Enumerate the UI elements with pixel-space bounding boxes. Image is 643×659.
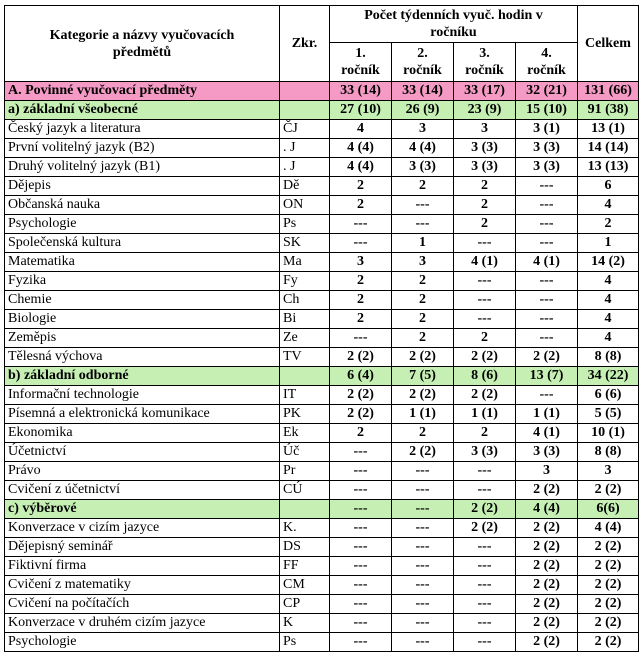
year-1-hours: 2 — [330, 196, 392, 215]
subject-abbr: CM — [280, 576, 330, 595]
total-hours: 2 (2) — [578, 557, 639, 576]
table-row — [5, 196, 639, 215]
total-hours: 4 — [578, 310, 639, 329]
year-1-hours: 27 (10) — [330, 101, 392, 120]
header-total: Celkem — [578, 6, 639, 82]
year-3-hours: 3 (3) — [454, 139, 516, 158]
year-2-hours: --- — [392, 633, 454, 652]
year-2-hours: --- — [392, 538, 454, 557]
subject-abbr: CÚ — [280, 481, 330, 500]
year-3-hours: 2 — [454, 215, 516, 234]
subsection-row — [5, 101, 639, 120]
year-3-hours: 2 (2) — [454, 348, 516, 367]
year-3-hours: --- — [454, 576, 516, 595]
year-3-hours: 2 — [454, 196, 516, 215]
table-row — [5, 519, 639, 538]
subject-name: Účetnictví — [5, 443, 280, 462]
subject-name: a) základní všeobecné — [5, 101, 280, 120]
subject-abbr: ON — [280, 196, 330, 215]
year-3-hours: 3 (3) — [454, 158, 516, 177]
year-4-hours: 2 (2) — [516, 595, 578, 614]
header-category: Kategorie a názvy vyučovacích předmětů — [5, 6, 280, 82]
subject-name: První volitelný jazyk (B2) — [5, 139, 280, 158]
year-3-hours: --- — [454, 291, 516, 310]
table-row — [5, 329, 639, 348]
total-hours: 13 (13) — [578, 158, 639, 177]
year-3-hours: 23 (9) — [454, 101, 516, 120]
header-year-4: 4. ročník — [516, 43, 578, 82]
year-3-hours: --- — [454, 557, 516, 576]
year-4-hours: 2 (2) — [516, 576, 578, 595]
subject-abbr: TV — [280, 348, 330, 367]
year-3-hours: --- — [454, 310, 516, 329]
total-hours: 4 — [578, 272, 639, 291]
subject-name: Dějepisný seminář — [5, 538, 280, 557]
year-2-hours: 2 — [392, 177, 454, 196]
subject-abbr — [280, 500, 330, 519]
year-2-hours: 4 (4) — [392, 139, 454, 158]
year-2-hours: 3 — [392, 120, 454, 139]
table-row — [5, 576, 639, 595]
subject-abbr: Ps — [280, 215, 330, 234]
subject-name: Konverzace v cizím jazyce — [5, 519, 280, 538]
year-3-hours: 4 (1) — [454, 253, 516, 272]
year-3-hours: --- — [454, 481, 516, 500]
subject-name: Právo — [5, 462, 280, 481]
year-4-hours: 32 (21) — [516, 82, 578, 101]
total-hours: 14 (14) — [578, 139, 639, 158]
year-2-hours: 2 (2) — [392, 443, 454, 462]
subject-abbr: K. — [280, 519, 330, 538]
subject-abbr: Ps — [280, 633, 330, 652]
total-hours: 2 (2) — [578, 614, 639, 633]
subject-abbr: SK — [280, 234, 330, 253]
subject-name: Společenská kultura — [5, 234, 280, 253]
table-row — [5, 538, 639, 557]
year-3-hours: 2 (2) — [454, 386, 516, 405]
subject-name: Druhý volitelný jazyk (B1) — [5, 158, 280, 177]
year-4-hours: --- — [516, 310, 578, 329]
table-row — [5, 234, 639, 253]
year-4-hours: --- — [516, 215, 578, 234]
subject-name: Chemie — [5, 291, 280, 310]
subject-abbr: Ek — [280, 424, 330, 443]
year-4-hours: --- — [516, 272, 578, 291]
year-4-hours: 3 (3) — [516, 158, 578, 177]
year-3-hours: --- — [454, 462, 516, 481]
subject-abbr: . J — [280, 158, 330, 177]
year-4-hours: 4 (1) — [516, 424, 578, 443]
year-3-hours: 3 — [454, 120, 516, 139]
subject-name: Zeměpis — [5, 329, 280, 348]
year-2-hours: 3 (3) — [392, 158, 454, 177]
year-1-hours: 2 — [330, 291, 392, 310]
subsection-row — [5, 367, 639, 386]
year-2-hours: --- — [392, 481, 454, 500]
year-1-hours: 4 — [330, 120, 392, 139]
year-2-hours: 2 — [392, 424, 454, 443]
total-hours: 4 (4) — [578, 519, 639, 538]
year-4-hours: 2 (2) — [516, 481, 578, 500]
subject-abbr — [280, 82, 330, 101]
subject-name: Cvičení z matematiky — [5, 576, 280, 595]
year-2-hours: 2 — [392, 310, 454, 329]
total-hours: 2 (2) — [578, 481, 639, 500]
year-1-hours: 33 (14) — [330, 82, 392, 101]
total-hours: 4 — [578, 291, 639, 310]
table-row — [5, 614, 639, 633]
total-hours: 13 (1) — [578, 120, 639, 139]
subject-name: Fiktivní firma — [5, 557, 280, 576]
table-row — [5, 443, 639, 462]
year-2-hours: 1 (1) — [392, 405, 454, 424]
year-3-hours: 2 — [454, 424, 516, 443]
table-row — [5, 424, 639, 443]
year-4-hours: --- — [516, 329, 578, 348]
year-1-hours: 2 — [330, 424, 392, 443]
subsection-row — [5, 500, 639, 519]
subject-name: Tělesná výchova — [5, 348, 280, 367]
year-2-hours: --- — [392, 462, 454, 481]
subject-abbr — [280, 101, 330, 120]
table-row — [5, 139, 639, 158]
year-1-hours: 2 — [330, 177, 392, 196]
table-row — [5, 177, 639, 196]
total-hours: 8 (8) — [578, 443, 639, 462]
year-1-hours: 6 (4) — [330, 367, 392, 386]
year-1-hours: --- — [330, 443, 392, 462]
subject-name: Biologie — [5, 310, 280, 329]
year-2-hours: 26 (9) — [392, 101, 454, 120]
subject-abbr — [280, 367, 330, 386]
subject-abbr: ČJ — [280, 120, 330, 139]
subject-abbr: Bi — [280, 310, 330, 329]
table-row — [5, 158, 639, 177]
year-4-hours: 1 (1) — [516, 405, 578, 424]
year-3-hours: 8 (6) — [454, 367, 516, 386]
subject-name: Občanská nauka — [5, 196, 280, 215]
total-hours: 91 (38) — [578, 101, 639, 120]
table-row — [5, 405, 639, 424]
header-weekly-hours: Počet týdenních vyuč. hodin v ročníku — [330, 6, 578, 43]
year-1-hours: 2 (2) — [330, 348, 392, 367]
year-3-hours: --- — [454, 633, 516, 652]
year-4-hours: 2 (2) — [516, 557, 578, 576]
total-hours: 2 — [578, 215, 639, 234]
table-row — [5, 348, 639, 367]
subject-name: Fyzika — [5, 272, 280, 291]
total-hours: 2 (2) — [578, 633, 639, 652]
year-2-hours: --- — [392, 500, 454, 519]
table-row — [5, 557, 639, 576]
year-2-hours: 7 (5) — [392, 367, 454, 386]
total-hours: 4 — [578, 329, 639, 348]
year-4-hours: 4 (1) — [516, 253, 578, 272]
year-1-hours: 2 (2) — [330, 405, 392, 424]
header-abbr: Zkr. — [280, 6, 330, 82]
subject-abbr: Ma — [280, 253, 330, 272]
year-4-hours: 3 (1) — [516, 120, 578, 139]
subject-name: Matematika — [5, 253, 280, 272]
year-3-hours: 1 (1) — [454, 405, 516, 424]
subject-name: Informační technologie — [5, 386, 280, 405]
year-3-hours: 2 — [454, 329, 516, 348]
year-2-hours: 2 (2) — [392, 348, 454, 367]
section-row — [5, 82, 639, 101]
year-4-hours: 13 (7) — [516, 367, 578, 386]
total-hours: 2 (2) — [578, 538, 639, 557]
total-hours: 3 — [578, 462, 639, 481]
year-1-hours: --- — [330, 462, 392, 481]
year-4-hours: 3 (3) — [516, 139, 578, 158]
year-2-hours: --- — [392, 196, 454, 215]
table-row — [5, 291, 639, 310]
subject-name: Ekonomika — [5, 424, 280, 443]
total-hours: 131 (66) — [578, 82, 639, 101]
year-4-hours: --- — [516, 386, 578, 405]
table-row — [5, 215, 639, 234]
year-2-hours: 2 — [392, 272, 454, 291]
total-hours: 8 (8) — [578, 348, 639, 367]
year-3-hours: --- — [454, 595, 516, 614]
table-row — [5, 462, 639, 481]
year-3-hours: --- — [454, 272, 516, 291]
year-2-hours: 2 — [392, 291, 454, 310]
year-4-hours: 2 (2) — [516, 538, 578, 557]
subject-abbr: FF — [280, 557, 330, 576]
table-row — [5, 386, 639, 405]
year-4-hours: 2 (2) — [516, 348, 578, 367]
total-hours: 2 (2) — [578, 595, 639, 614]
subject-name: c) výběrové — [5, 500, 280, 519]
year-2-hours: 3 — [392, 253, 454, 272]
year-1-hours: 4 (4) — [330, 158, 392, 177]
subject-name: Cvičení z účetnictví — [5, 481, 280, 500]
year-1-hours: --- — [330, 500, 392, 519]
subject-name: Cvičení na počítačích — [5, 595, 280, 614]
subject-name: A. Povinné vyučovací předměty — [5, 82, 280, 101]
year-1-hours: --- — [330, 234, 392, 253]
table-row — [5, 120, 639, 139]
year-1-hours: 2 — [330, 310, 392, 329]
year-1-hours: 3 — [330, 253, 392, 272]
year-1-hours: --- — [330, 633, 392, 652]
year-2-hours: --- — [392, 519, 454, 538]
subject-name: b) základní odborné — [5, 367, 280, 386]
subject-abbr: DS — [280, 538, 330, 557]
year-1-hours: --- — [330, 481, 392, 500]
year-1-hours: --- — [330, 557, 392, 576]
total-hours: 4 — [578, 196, 639, 215]
year-2-hours: --- — [392, 614, 454, 633]
total-hours: 10 (1) — [578, 424, 639, 443]
year-2-hours: 2 (2) — [392, 386, 454, 405]
curriculum-table — [4, 5, 639, 652]
total-hours: 6 (6) — [578, 386, 639, 405]
year-1-hours: --- — [330, 519, 392, 538]
year-2-hours: --- — [392, 595, 454, 614]
table-row — [5, 253, 639, 272]
year-2-hours: --- — [392, 557, 454, 576]
year-3-hours: 3 (3) — [454, 443, 516, 462]
year-3-hours: 33 (17) — [454, 82, 516, 101]
subject-abbr: Dě — [280, 177, 330, 196]
year-4-hours: --- — [516, 196, 578, 215]
year-3-hours: --- — [454, 538, 516, 557]
year-4-hours: 4 (4) — [516, 500, 578, 519]
subject-abbr: Pr — [280, 462, 330, 481]
subject-abbr: CP — [280, 595, 330, 614]
year-1-hours: --- — [330, 576, 392, 595]
year-1-hours: 2 (2) — [330, 386, 392, 405]
year-2-hours: --- — [392, 215, 454, 234]
table-row — [5, 481, 639, 500]
year-4-hours: --- — [516, 234, 578, 253]
subject-abbr: Úč — [280, 443, 330, 462]
year-2-hours: --- — [392, 576, 454, 595]
year-1-hours: 4 (4) — [330, 139, 392, 158]
header-year-3: 3. ročník — [454, 43, 516, 82]
year-1-hours: --- — [330, 215, 392, 234]
subject-abbr: Ze — [280, 329, 330, 348]
subject-abbr: K — [280, 614, 330, 633]
year-1-hours: --- — [330, 614, 392, 633]
year-3-hours: 2 (2) — [454, 519, 516, 538]
subject-name: Český jazyk a literatura — [5, 120, 280, 139]
table-row — [5, 633, 639, 652]
year-4-hours: 2 (2) — [516, 633, 578, 652]
year-3-hours: 2 (2) — [454, 500, 516, 519]
year-4-hours: 2 (2) — [516, 614, 578, 633]
total-hours: 14 (2) — [578, 253, 639, 272]
header-year-1: 1. ročník — [330, 43, 392, 82]
year-2-hours: 2 — [392, 329, 454, 348]
total-hours: 6 — [578, 177, 639, 196]
total-hours: 2 (2) — [578, 576, 639, 595]
subject-name: Psychologie — [5, 215, 280, 234]
subject-abbr: IT — [280, 386, 330, 405]
total-hours: 5 (5) — [578, 405, 639, 424]
subject-abbr: Fy — [280, 272, 330, 291]
subject-name: Psychologie — [5, 633, 280, 652]
year-1-hours: --- — [330, 538, 392, 557]
year-1-hours: --- — [330, 329, 392, 348]
subject-name: Konverzace v druhém cizím jazyce — [5, 614, 280, 633]
subject-name: Dějepis — [5, 177, 280, 196]
year-2-hours: 33 (14) — [392, 82, 454, 101]
subject-abbr: Ch — [280, 291, 330, 310]
subject-abbr: PK — [280, 405, 330, 424]
table-row — [5, 310, 639, 329]
subject-abbr: . J — [280, 139, 330, 158]
year-1-hours: --- — [330, 595, 392, 614]
year-2-hours: 1 — [392, 234, 454, 253]
total-hours: 6(6) — [578, 500, 639, 519]
year-1-hours: 2 — [330, 272, 392, 291]
table-row — [5, 595, 639, 614]
year-4-hours: 3 — [516, 462, 578, 481]
subject-name: Písemná a elektronická komunikace — [5, 405, 280, 424]
total-hours: 34 (22) — [578, 367, 639, 386]
year-4-hours: 2 (2) — [516, 519, 578, 538]
table-row — [5, 272, 639, 291]
year-3-hours: --- — [454, 614, 516, 633]
year-3-hours: --- — [454, 234, 516, 253]
year-4-hours: 15 (10) — [516, 101, 578, 120]
year-4-hours: --- — [516, 177, 578, 196]
table-body — [5, 82, 639, 652]
header-year-2: 2. ročník — [392, 43, 454, 82]
year-4-hours: 3 (3) — [516, 443, 578, 462]
total-hours: 1 — [578, 234, 639, 253]
year-4-hours: --- — [516, 291, 578, 310]
year-3-hours: 2 — [454, 177, 516, 196]
